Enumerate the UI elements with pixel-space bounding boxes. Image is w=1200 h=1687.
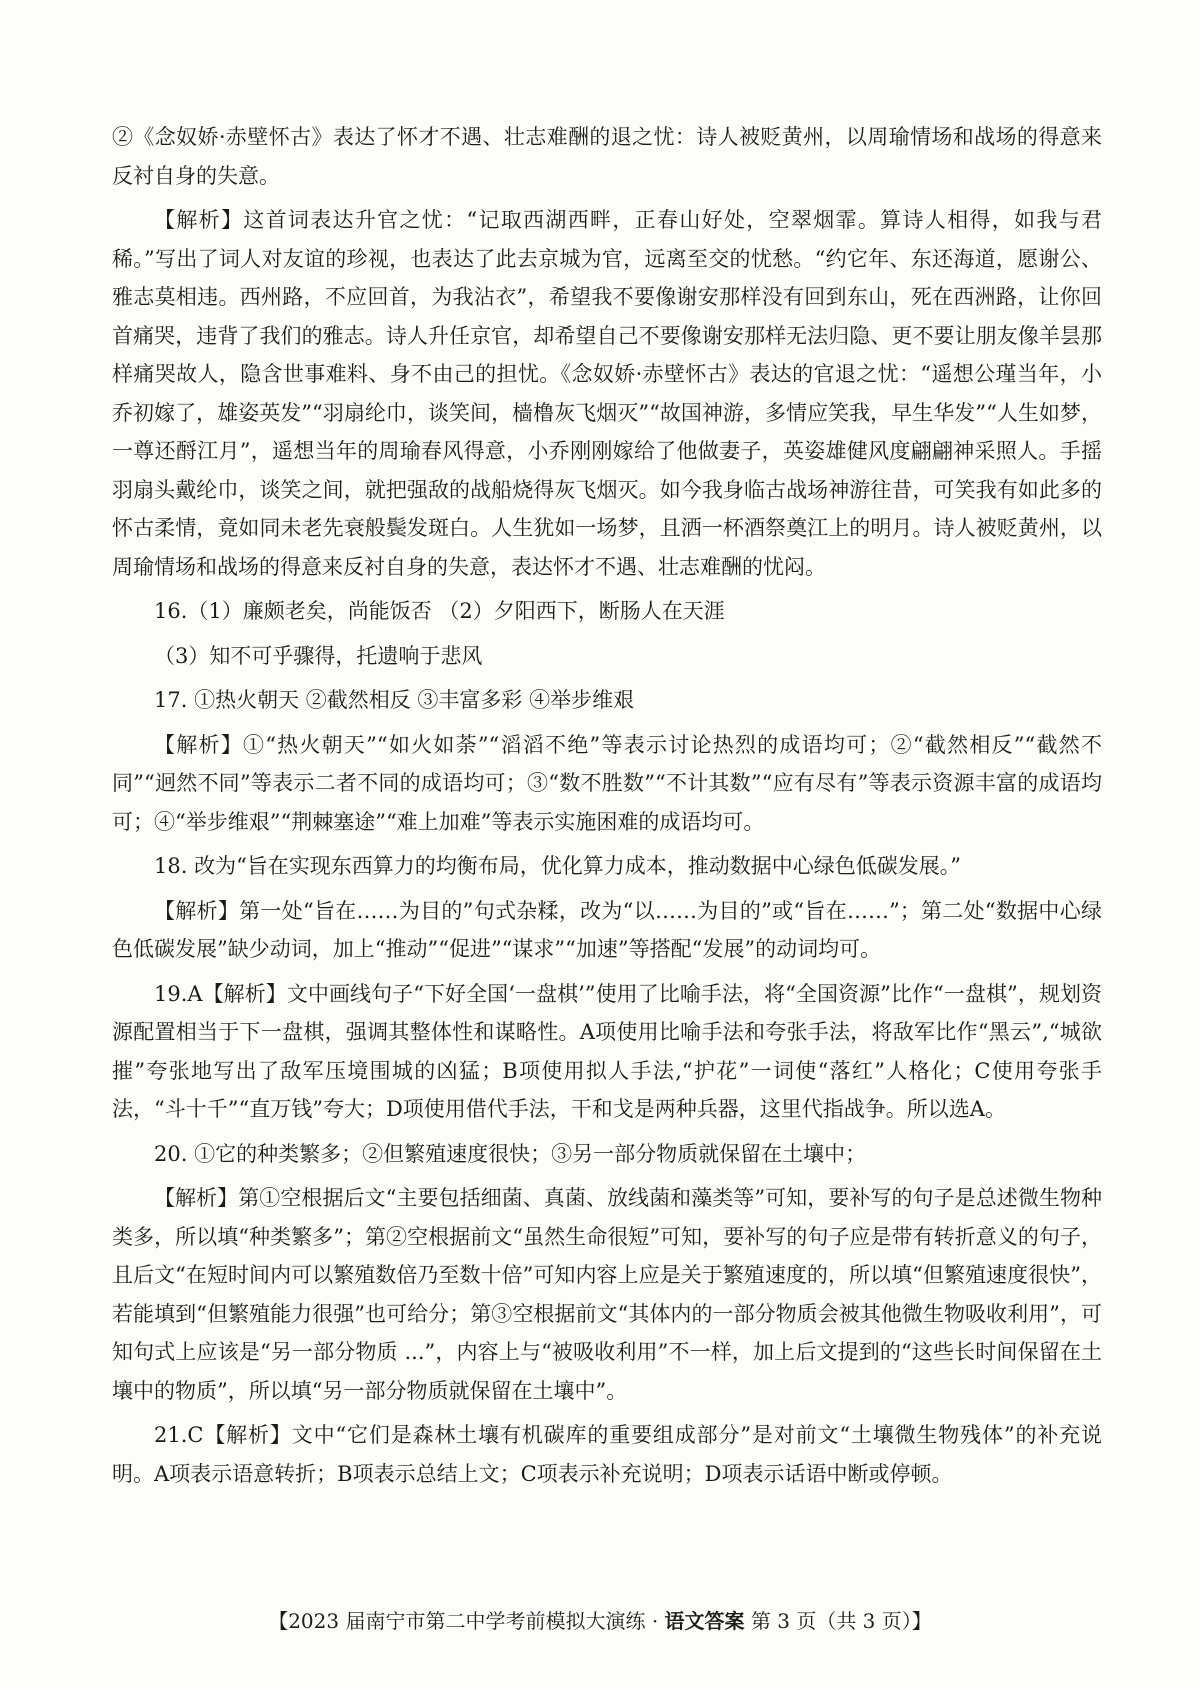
paragraph-answer-21: 21.C【解析】文中“它们是森林土壤有机碳库的重要组成部分”是对前文“土壤微生物残体”的补充说明。A项表示语意转折；B项表示总结上文；C项表示补充说明；D项表示话语中断或停顿。 [112,1423,1102,1486]
paragraph-answer-16-part3: （3）知不可乎骤得，托遗响于悲风 [154,643,483,668]
paragraph-answer-18: 18. 改为“旨在实现东西算力的均衡布局，优化算力成本，推动数据中心绿色低碳发展。” [154,854,962,878]
paragraph-analysis-20: 【解析】第①空根据后文“主要包括细菌、真菌、放线菌和藻类等”可知，要补写的句子是总述微生物种类多，所以填“种类繁多”；第②空根据前文“虽然生命很短”可知，要补写的句子应是带有转折意义的句子，且后文“在短时间内可以繁殖数倍乃至数十倍”可知内容上应是关于繁殖速度的，所以填“但繁殖速度很快”，若能填到“但繁殖能力很强”也可给分；第③空根据前文“其体内的一部分物质会被其他微生物吸收利用”，可知句式上应该是“另一部分物质 ...”，内容上与“被吸收利用”不一样，加上后文提到的“这些长时间保留在土壤中的物质”，所以填“另一部分物质就保留在土壤中”。 [112,1186,1102,1403]
paragraph-answer-19: 19.A【解析】文中画线句子“下好全国‘一盘棋’”使用了比喻手法，将“全国资源”比作“一盘棋”，规划资源配置相当于下一盘棋，强调其整体性和谋略性。A项使用比喻手法和夸张手法，将敌军比作“黑云”,“城欲摧”夸张地写出了敌军压境围城的凶猛；B项使用拟人手法,“护花”一词使“落红”人格化；C使用夸张手法，“斗十千”“直万钱”夸大；D项使用借代手法，干和戈是两种兵器，这里代指战争。所以选A。 [112,981,1102,1121]
answer-content [112,118,1102,1499]
paragraph-analysis-18: 【解析】第一处“旨在……为目的”句式杂糅，改为“以……为目的”或“旨在……”；第二处“数据中心绿色低碳发展”缺少动词，加上“推动”“促进”“谋求”“加速”等搭配“发展”的动词均可。 [112,898,1102,961]
footer-page-number: 第 3 页（共 3 页） [744,1609,912,1633]
paragraph-niannujiao-answer: ②《念奴娇·赤壁怀古》表达了怀才不遇、壮志难酬的退之忧：诗人被贬黄州，以周瑜情场和战场的得意来反衬自身的失意。 [112,125,1102,188]
footer-subject: 语文答案 [664,1609,745,1633]
paragraph-analysis-17: 【解析】①“热火朝天”“如火如荼”“滔滔不绝”等表示讨论热烈的成语均可；②“截然相反”“截然不同”“迥然不同”等表示二者不同的成语均可；③“数不胜数”“不计其数”“应有尽有”等表示资源丰富的成语均可；④“举步维艰”“荆棘塞途”“难上加难”等表示实施困难的成语均可。 [112,732,1102,834]
paragraph-answer-17: 17. ①热火朝天 ②截然相反 ③丰富多彩 ④举步维艰 [154,688,635,712]
page-footer [0,1607,1200,1635]
footer-close-bracket: 】 [911,1609,932,1633]
paragraph-answer-16: 16.（1）廉颇老矣，尚能饭否 （2）夕阳西下，断肠人在天涯 [154,599,725,623]
paragraph-analysis-15: 【解析】这首词表达升官之忧：“记取西湖西畔，正春山好处，空翠烟霏。算诗人相得，如我与君稀。”写出了词人对友谊的珍视，也表达了此去京城为官，远离至交的忧愁。“约它年、东还海道，愿谢公、雅志莫相违。西州路，不应回首，为我沾衣”，希望我不要像谢安那样没有回到东山，死在西洲路，让你回首痛哭，违背了我们的雅志。诗人升任京官，却希望自己不要像谢安那样无法归隐、更不要让朋友像羊昙那样痛哭故人，隐含世事难料、身不由己的担忧。《念奴娇·赤壁怀古》表达的官退之忧：“遥想公瑾当年，小乔初嫁了，雄姿英发”“羽扇纶巾，谈笑间，樯橹灰飞烟灭”“故国神游，多情应笑我，早生华发”“人生如梦，一尊还酹江月”，遥想当年的周瑜春风得意，小乔刚刚嫁给了他做妻子，英姿雄健风度翩翩神采照人。手摇羽扇头戴纶巾，谈笑之间，就把强敌的战船烧得灰飞烟灭。如今我身临古战场神游往昔，可笑我有如此多的怀古柔情，竟如同未老先衰般鬓发斑白。人生犹如一场梦，且洒一杯酒祭奠江上的明月。诗人被贬黄州，以周瑜情场和战场的得意来反衬自身的失意，表达怀才不遇、壮志难酬的忧闷。 [112,208,1102,579]
footer-open-bracket: 【 [268,1609,289,1633]
paragraph-answer-20: 20. ①它的种类繁多；②但繁殖速度很快；③另一部分物质就保留在土壤中； [154,1141,867,1166]
footer-school: 2023 届南宁市第二中学考前模拟大演练 · [288,1609,665,1633]
